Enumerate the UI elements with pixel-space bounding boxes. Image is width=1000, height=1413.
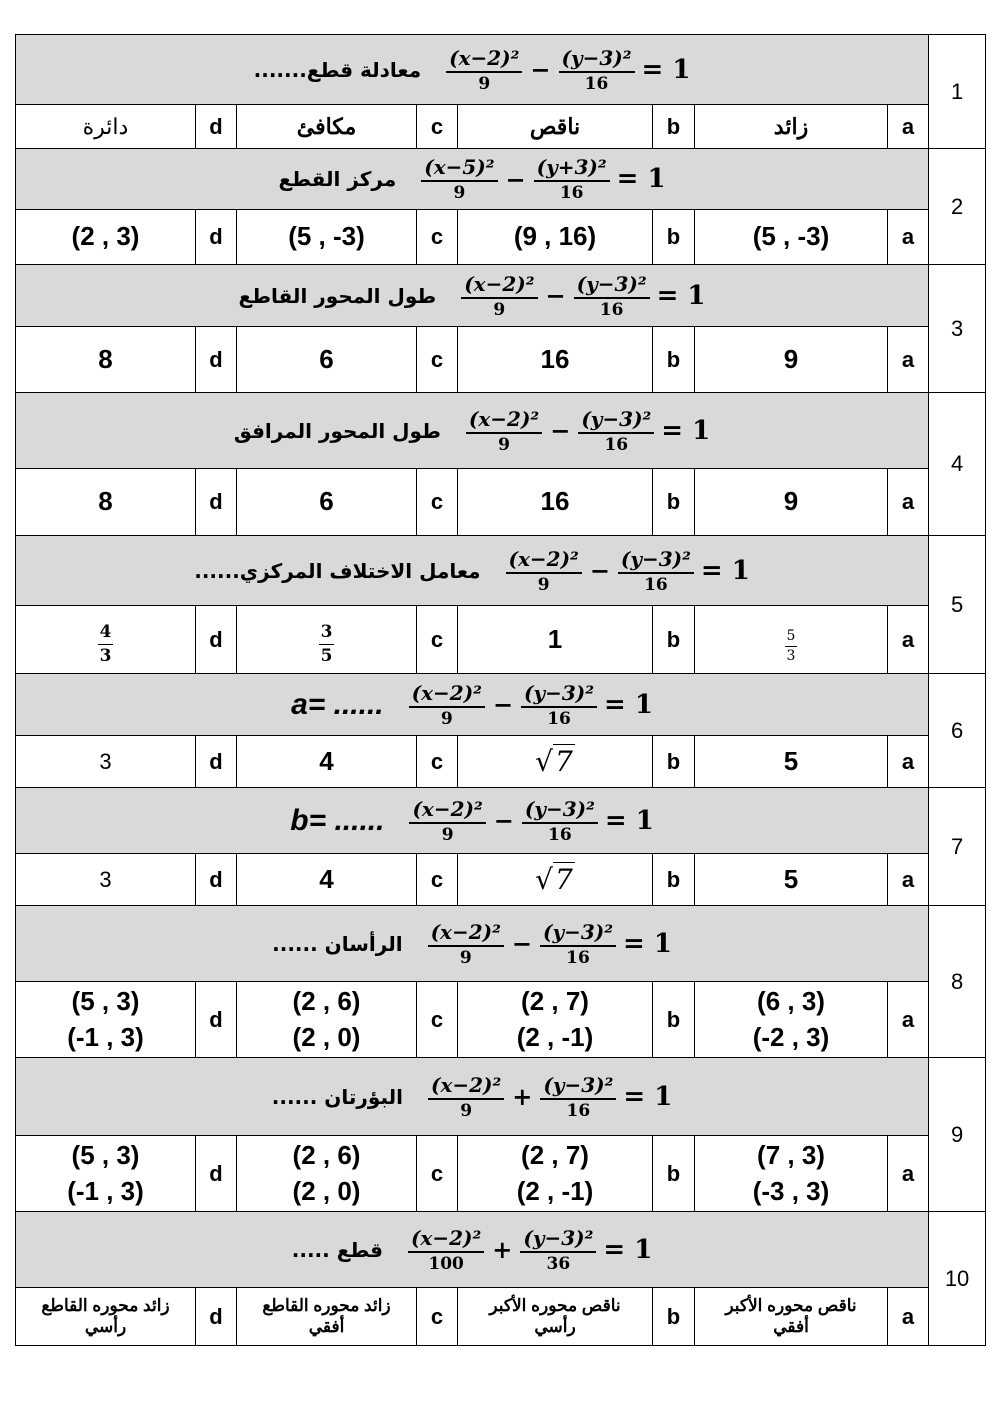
option-c-answer[interactable]: مكافئ xyxy=(237,105,417,149)
numerator: (x−2)² xyxy=(461,272,537,299)
numerator: (x−2)² xyxy=(466,407,542,434)
question-row xyxy=(16,788,986,854)
denominator: 36 xyxy=(546,1253,571,1274)
equation-fraction xyxy=(574,272,650,320)
question-number: 10 xyxy=(929,1212,986,1346)
option-c-letter: c xyxy=(417,982,458,1058)
operator: − xyxy=(550,416,571,445)
question-prompt: معامل الاختلاف المركزي...... xyxy=(194,558,481,583)
answer-line-2: أفقي xyxy=(308,1316,345,1336)
options-row xyxy=(16,736,986,788)
question-cell xyxy=(16,393,929,469)
denominator: 9 xyxy=(453,183,466,203)
numerator: (y−3)² xyxy=(521,681,597,708)
denominator: 9 xyxy=(459,947,472,968)
numerator: (x−2)² xyxy=(409,681,485,708)
numerator: (x−2)² xyxy=(428,1073,504,1100)
option-b-answer[interactable] xyxy=(458,1288,653,1346)
denominator: 16 xyxy=(599,299,624,320)
operator: − xyxy=(493,806,514,835)
denominator: 16 xyxy=(547,708,571,729)
numerator: (y−3)² xyxy=(618,547,694,574)
numerator: (y−3)² xyxy=(578,407,654,434)
equation-fraction xyxy=(428,1073,504,1121)
equation xyxy=(425,1073,672,1121)
answer-line-1: (7 , 3) xyxy=(757,1140,825,1171)
equation-fraction xyxy=(540,920,616,968)
answer-line-2: (-2 , 3) xyxy=(752,1021,830,1052)
equation-rhs: = 1 xyxy=(641,54,691,85)
option-b-answer[interactable]: 1 xyxy=(458,606,653,674)
equation-fraction xyxy=(540,1073,616,1121)
option-d-answer[interactable]: 3 xyxy=(16,854,196,906)
operator: − xyxy=(530,55,551,84)
answer-line-1: (5 , 3) xyxy=(71,986,140,1017)
answer-line-2: (2 , -1) xyxy=(516,1021,594,1052)
equation-fraction xyxy=(409,681,485,729)
question-row xyxy=(16,906,986,982)
option-c-answer[interactable]: 6 xyxy=(237,327,417,393)
option-c-letter: c xyxy=(417,469,458,536)
option-a-letter: a xyxy=(888,105,929,149)
option-c-answer[interactable] xyxy=(237,1136,417,1212)
question-row xyxy=(16,674,986,736)
numerator: (y−3)² xyxy=(540,1073,616,1100)
option-c-answer[interactable]: 4 xyxy=(237,854,417,906)
question-prompt: معادلة قطع....... xyxy=(253,57,422,82)
option-a-answer[interactable]: 5 xyxy=(695,736,888,788)
question-row xyxy=(16,393,986,469)
option-a-answer[interactable]: 9 xyxy=(695,469,888,536)
question-number: 8 xyxy=(929,906,986,1058)
denominator: 9 xyxy=(537,574,550,595)
answer-line-2: (2 , 0) xyxy=(292,1021,361,1052)
equation-rhs: = 1 xyxy=(622,928,672,959)
answer-line-1: (5 , 3) xyxy=(71,1140,140,1171)
equation-fraction xyxy=(559,46,635,94)
numerator: (y−3)² xyxy=(520,1226,596,1253)
options-row xyxy=(16,210,986,265)
option-d-answer[interactable] xyxy=(16,982,196,1058)
denominator: 3 xyxy=(99,646,112,666)
option-b-answer[interactable] xyxy=(458,854,653,906)
numerator: 5 xyxy=(785,627,798,647)
numerator: 3 xyxy=(319,621,335,645)
equation xyxy=(405,1226,652,1274)
numerator: (x−2)² xyxy=(408,1226,484,1253)
denominator: 9 xyxy=(478,73,491,94)
option-a-answer[interactable]: زائد xyxy=(695,105,888,149)
question-prompt: a= ...... xyxy=(291,687,384,721)
answer-line-1: (2 , 7) xyxy=(521,986,589,1017)
option-d-letter: d xyxy=(196,736,237,788)
equation-rhs: = 1 xyxy=(661,415,711,446)
option-c-letter: c xyxy=(417,1136,458,1212)
option-d-letter: d xyxy=(196,327,237,393)
denominator: 16 xyxy=(644,574,668,595)
option-c-answer[interactable] xyxy=(237,1288,417,1346)
operator: + xyxy=(512,1082,533,1111)
option-a-answer[interactable]: 5 xyxy=(695,854,888,906)
equation xyxy=(463,407,710,455)
option-a-letter: a xyxy=(888,1288,929,1346)
option-b-letter: b xyxy=(653,854,695,906)
equation-fraction xyxy=(520,1226,596,1274)
option-b-answer[interactable]: 16 xyxy=(458,327,653,393)
equation-fraction xyxy=(428,920,504,968)
question-number: 6 xyxy=(929,674,986,788)
option-c-letter: c xyxy=(417,210,458,265)
question-number: 1 xyxy=(929,35,986,149)
question-row xyxy=(16,536,986,606)
denominator: 100 xyxy=(428,1253,464,1274)
equation-fraction xyxy=(446,46,522,94)
option-d-answer[interactable] xyxy=(16,606,196,674)
options-row xyxy=(16,606,986,674)
option-d-letter: d xyxy=(196,1288,237,1346)
answer-line-1: زائد محوره القاطع xyxy=(262,1296,391,1316)
question-cell xyxy=(16,35,929,105)
option-a-letter: a xyxy=(888,327,929,393)
denominator: 9 xyxy=(440,708,453,729)
option-a-letter: a xyxy=(888,854,929,906)
quiz-table xyxy=(15,34,986,1346)
option-d-answer[interactable]: 8 xyxy=(16,469,196,536)
question-row xyxy=(16,265,986,327)
equation-fraction xyxy=(466,407,542,455)
option-d-answer[interactable]: دائرة xyxy=(16,105,196,149)
option-c-letter: c xyxy=(417,854,458,906)
answer-line-2: رأسي xyxy=(84,1316,127,1336)
option-d-letter: d xyxy=(196,469,237,536)
question-number: 5 xyxy=(929,536,986,674)
fraction xyxy=(785,627,798,666)
answer-line-1: (2 , 7) xyxy=(521,1140,589,1171)
option-b-letter: b xyxy=(653,1288,695,1346)
operator: − xyxy=(492,690,514,719)
answer-line-2: (-3 , 3) xyxy=(752,1175,830,1206)
option-c-letter: c xyxy=(417,105,458,149)
options-row xyxy=(16,469,986,536)
option-b-letter: b xyxy=(653,1136,695,1212)
denominator: 5 xyxy=(320,646,333,666)
option-b-answer[interactable]: ناقص xyxy=(458,105,653,149)
answer-line-1: (2 , 6) xyxy=(292,1140,361,1171)
fraction xyxy=(319,621,335,668)
option-a-answer[interactable]: (5 , -3) xyxy=(695,210,888,265)
option-a-letter: a xyxy=(888,982,929,1058)
square-root: √7 xyxy=(535,744,573,778)
option-d-letter: d xyxy=(196,105,237,149)
option-a-letter: a xyxy=(888,736,929,788)
option-c-answer[interactable]: (5 , -3) xyxy=(237,210,417,265)
question-cell xyxy=(16,906,929,982)
question-cell xyxy=(16,536,929,606)
question-row xyxy=(16,1212,986,1288)
option-c-answer[interactable] xyxy=(237,982,417,1058)
option-d-answer[interactable]: (2 , 3) xyxy=(16,210,196,265)
equation-rhs: = 1 xyxy=(700,555,750,586)
operator: − xyxy=(505,164,526,194)
question-row xyxy=(16,35,986,105)
fraction xyxy=(98,621,114,668)
equation-rhs: = 1 xyxy=(616,164,666,194)
numerator: (x−2)² xyxy=(428,920,504,947)
equation-fraction xyxy=(618,547,694,595)
option-b-answer[interactable] xyxy=(458,982,653,1058)
numerator: (x−2)² xyxy=(446,46,522,73)
denominator: 16 xyxy=(566,947,590,968)
denominator: 9 xyxy=(498,434,510,455)
option-b-letter: b xyxy=(653,327,695,393)
answer-line-2: (-1 , 3) xyxy=(67,1021,144,1052)
option-c-letter: c xyxy=(417,327,458,393)
answer-line-2: رأسي xyxy=(534,1316,576,1336)
option-b-letter: b xyxy=(653,469,695,536)
option-a-answer[interactable] xyxy=(695,982,888,1058)
radicand: 7 xyxy=(555,744,573,778)
option-c-letter: c xyxy=(417,1288,458,1346)
option-b-answer[interactable] xyxy=(458,736,653,788)
equation xyxy=(406,797,653,845)
question-number: 9 xyxy=(929,1058,986,1212)
question-cell xyxy=(16,788,929,854)
equation-fraction xyxy=(421,155,497,203)
equation-rhs: = 1 xyxy=(604,689,653,720)
option-d-answer[interactable]: 8 xyxy=(16,327,196,393)
equation-fraction xyxy=(522,797,598,845)
denominator: 3 xyxy=(786,647,796,664)
answer-line-2: (2 , 0) xyxy=(292,1175,361,1206)
question-prompt: قطع ..... xyxy=(291,1237,383,1262)
option-c-letter: c xyxy=(417,606,458,674)
denominator: 16 xyxy=(548,824,572,845)
operator: + xyxy=(492,1235,513,1264)
option-c-answer[interactable]: 4 xyxy=(237,736,417,788)
option-a-answer[interactable] xyxy=(695,606,888,674)
option-a-letter: a xyxy=(888,210,929,265)
question-prompt: مركز القطع xyxy=(278,167,397,191)
option-b-answer[interactable]: 16 xyxy=(458,469,653,536)
question-prompt: الرأسان ...... xyxy=(272,931,403,956)
option-d-answer[interactable] xyxy=(16,1288,196,1346)
denominator: 16 xyxy=(559,183,584,203)
question-cell xyxy=(16,265,929,327)
options-row xyxy=(16,1288,986,1346)
option-a-letter: a xyxy=(888,606,929,674)
question-number: 3 xyxy=(929,265,986,393)
answer-line-1: (2 , 6) xyxy=(292,986,361,1017)
answer-line-1: ناقص محوره الأكبر xyxy=(489,1296,621,1316)
equation-fraction xyxy=(409,797,485,845)
question-prompt: b= ...... xyxy=(290,803,385,837)
question-cell xyxy=(16,149,929,210)
options-row xyxy=(16,982,986,1058)
equation-fraction xyxy=(408,1226,484,1274)
option-b-letter: b xyxy=(653,606,695,674)
answer-line-1: زائد محوره القاطع xyxy=(41,1296,170,1316)
option-c-letter: c xyxy=(417,736,458,788)
operator: − xyxy=(545,281,566,310)
numerator: (x−2)² xyxy=(506,547,582,574)
equation-fraction xyxy=(506,547,582,595)
numerator: (y−3)² xyxy=(522,797,598,824)
question-cell xyxy=(16,674,929,736)
answer-line-2: (-1 , 3) xyxy=(67,1175,144,1206)
equation-fraction xyxy=(578,407,654,455)
question-number: 2 xyxy=(929,149,986,265)
equation-rhs: = 1 xyxy=(604,805,654,836)
option-c-answer[interactable]: 6 xyxy=(237,469,417,536)
equation-fraction xyxy=(534,155,610,203)
option-c-answer[interactable] xyxy=(237,606,417,674)
question-cell xyxy=(16,1212,929,1288)
option-a-answer[interactable]: 9 xyxy=(695,327,888,393)
option-d-letter: d xyxy=(196,606,237,674)
question-prompt: طول المحور المرافق xyxy=(233,418,441,443)
equation-rhs: = 1 xyxy=(623,1081,673,1112)
equation-rhs: = 1 xyxy=(603,1234,653,1265)
question-row xyxy=(16,149,986,210)
option-a-letter: a xyxy=(888,1136,929,1212)
option-a-answer[interactable] xyxy=(695,1288,888,1346)
option-d-letter: d xyxy=(196,1136,237,1212)
options-row xyxy=(16,327,986,393)
option-a-letter: a xyxy=(888,469,929,536)
option-d-letter: d xyxy=(196,210,237,265)
denominator: 9 xyxy=(441,824,454,845)
answer-line-1: ناقص محوره الأكبر xyxy=(725,1296,857,1316)
question-prompt: البؤرتان ...... xyxy=(271,1084,403,1109)
option-b-letter: b xyxy=(653,736,695,788)
option-d-letter: d xyxy=(196,982,237,1058)
option-b-letter: b xyxy=(653,210,695,265)
option-b-answer[interactable] xyxy=(458,1136,653,1212)
option-b-answer[interactable]: (9 , 16) xyxy=(458,210,653,265)
options-row xyxy=(16,105,986,149)
numerator: (y+3)² xyxy=(534,155,610,182)
options-row xyxy=(16,1136,986,1212)
equation xyxy=(458,272,705,320)
answer-line-2: أفقي xyxy=(773,1316,809,1336)
square-root: √7 xyxy=(535,862,573,896)
equation xyxy=(443,46,690,94)
numerator: (x−2)² xyxy=(409,797,485,824)
question-cell xyxy=(16,1058,929,1136)
option-d-answer[interactable] xyxy=(16,1136,196,1212)
answer-line-1: (6 , 3) xyxy=(757,986,825,1017)
equation xyxy=(418,155,665,203)
option-d-answer[interactable]: 3 xyxy=(16,736,196,788)
option-b-letter: b xyxy=(653,982,695,1058)
equation-fraction xyxy=(521,681,597,729)
question-number: 7 xyxy=(929,788,986,906)
option-a-answer[interactable] xyxy=(695,1136,888,1212)
option-d-letter: d xyxy=(196,854,237,906)
denominator: 9 xyxy=(493,299,506,320)
denominator: 9 xyxy=(460,1100,473,1121)
denominator: 16 xyxy=(566,1100,591,1121)
operator: − xyxy=(511,929,532,958)
question-row xyxy=(16,1058,986,1136)
equation xyxy=(503,547,750,595)
equation xyxy=(406,681,653,729)
option-b-letter: b xyxy=(653,105,695,149)
numerator: (y−3)² xyxy=(559,46,635,73)
numerator: (y−3)² xyxy=(574,272,650,299)
question-number: 4 xyxy=(929,393,986,536)
denominator: 16 xyxy=(584,73,609,94)
options-row xyxy=(16,854,986,906)
numerator: 4 xyxy=(98,621,114,645)
denominator: 16 xyxy=(604,434,629,455)
equation-fraction xyxy=(461,272,537,320)
question-prompt: طول المحور القاطع xyxy=(238,283,437,308)
radicand: 7 xyxy=(555,862,573,896)
numerator: (x−5)² xyxy=(421,155,497,182)
equation-rhs: = 1 xyxy=(656,280,706,311)
numerator: (y−3)² xyxy=(540,920,616,947)
answer-line-2: (2 , -1) xyxy=(516,1175,594,1206)
equation xyxy=(425,920,672,968)
operator: − xyxy=(589,556,610,585)
